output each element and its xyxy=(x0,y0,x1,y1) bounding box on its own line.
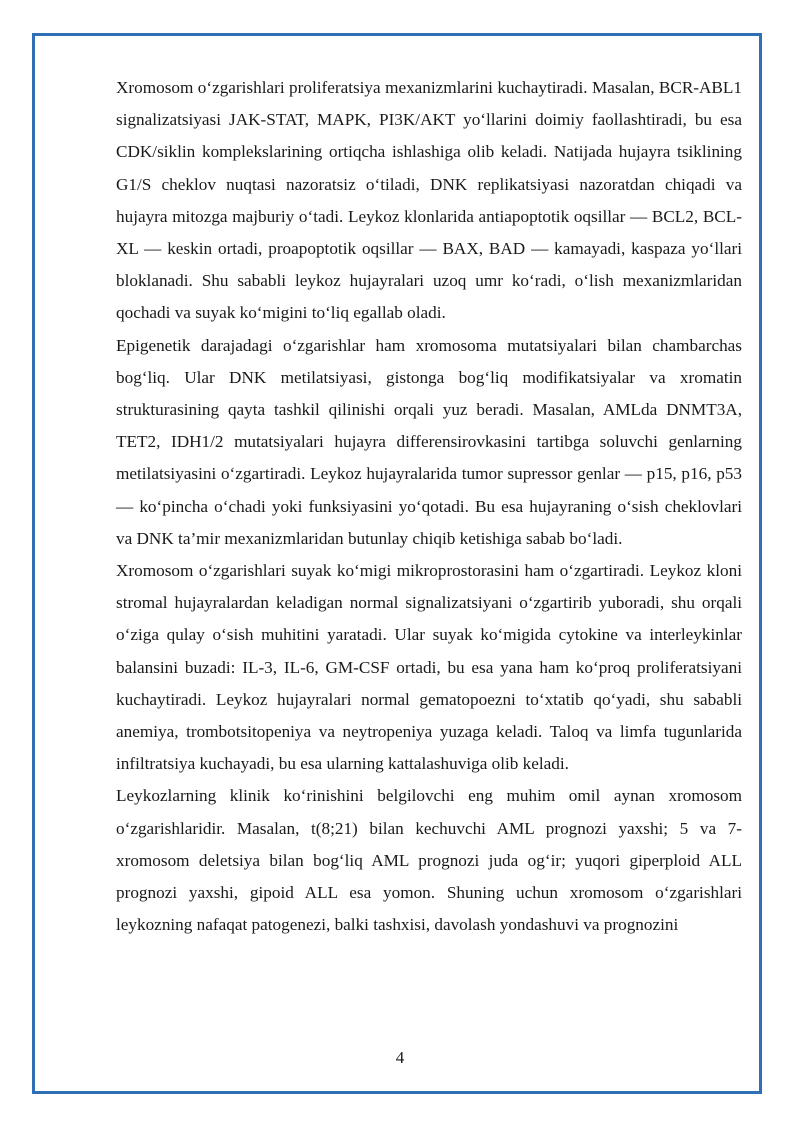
paragraph-clinical-prognosis: Leykozlarning klinik ko‘rinishini belgilovchi eng muhim omil aynan xromosom o‘zgarishlaridir. Masalan, t(8;21) bilan kechuvchi AML prognozi yaxshi; 5 va 7-xromosom deletsiya bilan bog‘liq AML prognozi juda og‘ir; yuqori giperploid ALL prognozi yaxshi, gipoid ALL esa yomon. Shuning uchun xromosom o‘zgarishlari leykozning nafaqat patogenezi, balki tashxisi, davolash yondashuvi va prognozini xyxy=(116,786,742,935)
paragraph-epigenetics: Epigenetik darajadagi o‘zgarishlar ham xromosoma mutatsiyalari bilan chambarchas bog‘liq. Ular DNK metilatsiyasi, gistonga bog‘liq modifikatsiyalar va xromatin strukturasining qayta tashkil qilinishi orqali yuz beradi. Masalan, AMLda DNMT3A, TET2, IDH1/2 mutatsiyalari hujayra differensirovkasini tartibga soluvchi genlarning metilatsiyasini o‘zgartiradi. Leykoz hujayralarida tumor supressor genlar — p15, p16, p53 — ko‘pincha o‘chadi yoki funksiyasini yo‘qotadi. Bu esa hujayraning o‘sish cheklovlari va DNK ta’mir mexanizmlaridan butunlay chiqib ketishiga sabab bo‘ladi. xyxy=(116,335,742,548)
paragraph-proliferation: Xromosom o‘zgarishlari proliferatsiya mexanizmlarini kuchaytiradi. Masalan, BCR-ABL1 signalizatsiyasi JAK-STAT, MAPK, PI3K/AKT yo‘llarini doimiy faollashtiradi, bu esa CDK/siklin komplekslarining ortiqcha ishlashiga olib keladi. Natijada hujayra tsiklining G1/S cheklov nuqtasi nazoratsiz o‘tiladi, DNK replikatsiyasi nazoratdan chiqadi va hujayra mitozga majburiy o‘tadi. Leykoz klonlarida antiapoptotik oqsillar — BCL2, BCL-XL — keskin ortadi, proapoptotik oqsillar — BAX, BAD — kamayadi, kaspaza yo‘llari bloklanadi. Shu sababli leykoz hujayralari uzoq umr ko‘radi, o‘lish mexanizmlaridan qochadi va suyak ko‘migini to‘liq egallab oladi. xyxy=(116,78,742,323)
paragraph-microenvironment: Xromosom o‘zgarishlari suyak ko‘migi mikroprostorasini ham o‘zgartiradi. Leykoz kloni stromal hujayralardan keladigan normal signalizatsiyani o‘zgartirib yuboradi, shu orqali o‘ziga qulay o‘sish muhitini yaratadi. Ular suyak ko‘migida cytokine va interleykinlar balansini buzadi: IL-3, IL-6, GM-CSF ortadi, bu esa yana ham ko‘proq proliferatsiyani kuchaytiradi. Leykoz hujayralari normal gematopoezni to‘xtatib qo‘yadi, shu sababli anemiya, trombotsitopeniya va neytropeniya yuzaga keladi. Taloq va limfa tugunlarida infiltratsiya kuchayadi, bu esa ularning kattalashuviga olib keladi. xyxy=(116,561,742,774)
document-body xyxy=(116,72,742,941)
page-number: 4 xyxy=(395,1048,405,1067)
